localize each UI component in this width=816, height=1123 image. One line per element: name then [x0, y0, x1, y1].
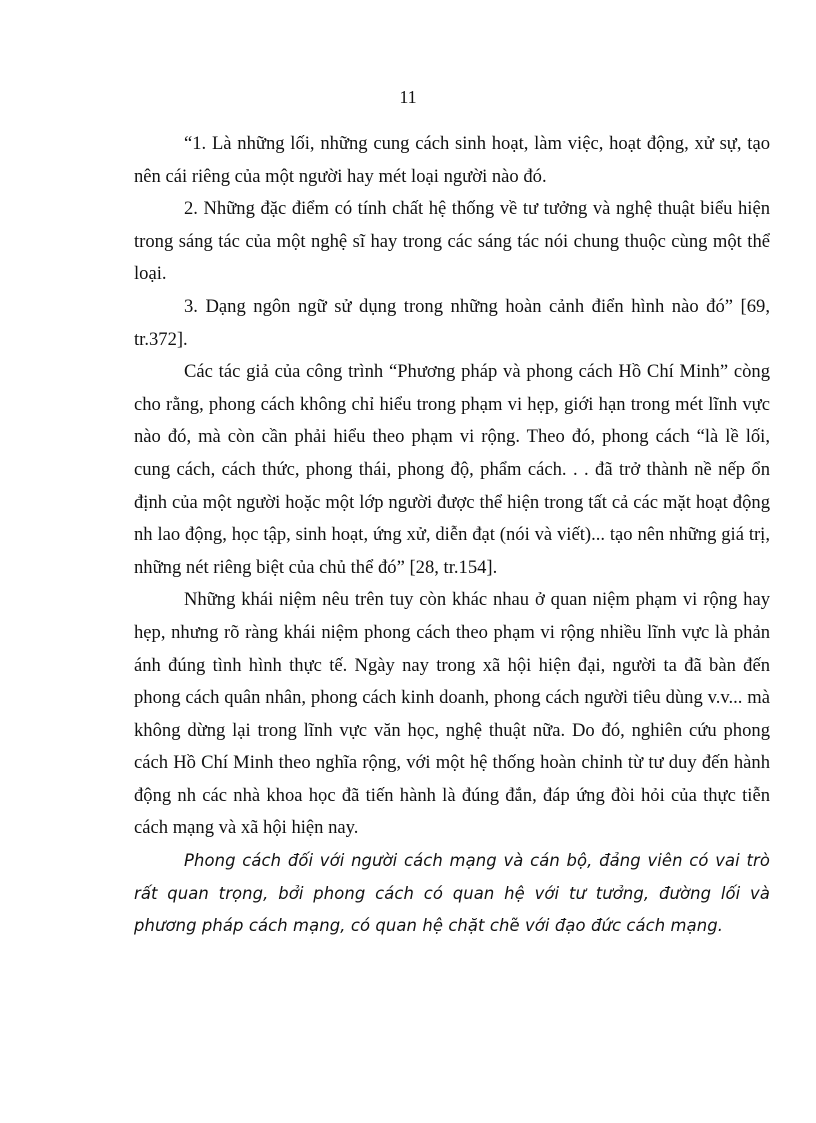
definition-paragraph-3: 3. Dạng ngôn ngữ sử dụng trong những hoàn cảnh điển hình nào đó” [69, tr.372].	[134, 295, 770, 350]
authors-view-paragraph: Các tác giả của công trình “Phương pháp và phong cách Hồ Chí Minh” còng cho rằng, phong cách không chỉ hiểu trong phạm vi hẹp, giới hạn trong mét lĩnh vực nào đó, mà còn cần phải hiểu theo phạm vi rộng. Theo đó, phong cách “là lề lối, cung cách, cách thức, phong thái, phong độ, phẩm cách. . . đã trở thành nề nếp ổn định của một người hoặc một lớp người được thể hiện trong tất cả các mặt hoạt động nh lao động, học tập, sinh hoạt, ứng xử, diễn đạt (nói và viết)... tạo nên những giá trị, những nét riêng biệt của chủ thể đó” [28, tr.154].	[134, 361, 770, 578]
definition-paragraph-1: “1. Là những lối, những cung cách sinh hoạt, làm việc, hoạt động, xử sự, tạo nên cái riêng của một người hay mét loại người nào đó.	[134, 133, 770, 187]
concept-comparison-paragraph: Những khái niệm nêu trên tuy còn khác nhau ở quan niệm phạm vi rộng hay hẹp, nhưng rõ ràng khái niệm phong cách theo phạm vi rộng nhiều lĩnh vực là phản ánh đúng tình hình thực tế. Ngày nay trong xã hội hiện đại, người ta đã bàn đến phong cách quân nhân, phong cách kinh doanh, phong cách người tiêu dùng v.v... mà không dừng lại trong lĩnh vực văn học, nghệ thuật nữa. Do đó, nghiên cứu phong cách Hồ Chí Minh theo nghĩa rộng, với một hệ thống hoàn chỉnh từ tư duy đến hành động nh các nhà khoa học đã tiến hành là đúng đắn, đáp ứng đòi hỏi của thực tiễn cách mạng và xã hội hiện nay.	[134, 589, 770, 839]
italic-conclusion-paragraph: Phong cách đối với người cách mạng và cán bộ, đảng viên có vai trò rất quan trọng, bởi phong cách có quan hệ với tư tưởng, đường lối và phương pháp cách mạng, có quan hệ chặt chẽ với đạo đức cách mạng.	[134, 851, 770, 936]
page-number: 11	[399, 87, 417, 107]
body-text	[134, 128, 770, 943]
definition-paragraph-2: 2. Những đặc điểm có tính chất hệ thống về tư tưởng và nghệ thuật biểu hiện trong sáng tác của một nghệ sĩ hay trong các sáng tác nói chung thuộc cùng một thể loại.	[134, 198, 770, 285]
